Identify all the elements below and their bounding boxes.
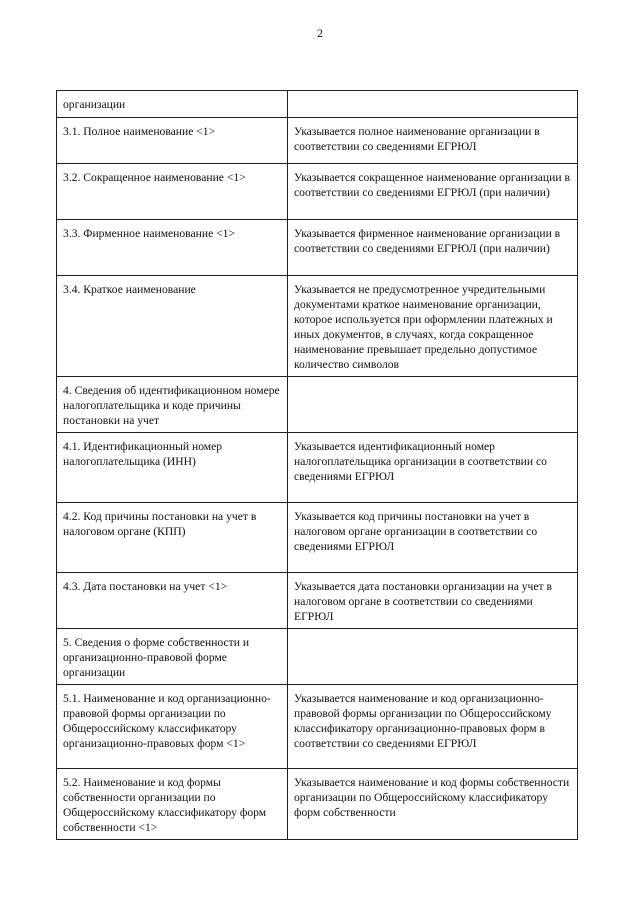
table-row [57,685,578,769]
table-row [57,503,578,573]
table-row [57,91,578,118]
table-row [57,164,578,220]
field-description-cell: Указывается сокращенное наименование организации в соответствии со сведениями ЕГРЮЛ (при наличии) [288,164,578,220]
field-name-cell: 3.2. Сокращенное наименование <1> [57,164,288,220]
field-name-cell: 3.4. Краткое наименование [57,276,288,377]
section-header-row [57,629,578,685]
field-name-cell: 5.1. Наименование и код организационно-правовой формы организации по Общероссийскому классификатору организационно-правовых форм <1> [57,685,288,769]
table-row [57,118,578,164]
table-row [57,769,578,840]
page-number: 2 [317,26,323,40]
field-description-cell: Указывается идентификационный номер налогоплательщика организации в соответствии со сведениями ЕГРЮЛ [288,433,578,503]
requirements-table [56,90,578,840]
table-row [57,220,578,276]
field-description-cell: Указывается код причины постановки на учет в налоговом органе организации в соответствии со сведениями ЕГРЮЛ [288,503,578,573]
table-row [57,433,578,503]
field-description-cell: Указывается не предусмотренное учредительными документами краткое наименование организации, которое используется при оформлении платежных и иных документов, в случаях, когда сокращенное наименование превышает предельно допустимое количество символов [288,276,578,377]
field-description-cell: Указывается фирменное наименование организации в соответствии со сведениями ЕГРЮЛ (при наличии) [288,220,578,276]
field-description-cell: Указывается дата постановки организации на учет в налоговом органе в соответствии со сведениями ЕГРЮЛ [288,573,578,629]
empty-cell [288,629,578,685]
table-row [57,276,578,377]
section-title-cell: 4. Сведения об идентификационном номере налогоплательщика и коде причины постановки на учет [57,377,288,433]
field-name-cell: 3.1. Полное наименование <1> [57,118,288,164]
field-description-cell [288,91,578,118]
field-description-cell: Указывается наименование и код организационно-правовой формы организации по Общероссийскому классификатору организационно-правовых форм в соответствии со сведениями ЕГРЮЛ [288,685,578,769]
empty-cell [288,377,578,433]
field-name-cell: организации [57,91,288,118]
field-description-cell: Указывается полное наименование организации в соответствии со сведениями ЕГРЮЛ [288,118,578,164]
table-row [57,573,578,629]
field-name-cell: 4.3. Дата постановки на учет <1> [57,573,288,629]
field-name-cell: 4.2. Код причины постановки на учет в налоговом органе (КПП) [57,503,288,573]
field-name-cell: 4.1. Идентификационный номер налогоплательщика (ИНН) [57,433,288,503]
field-description-cell: Указывается наименование и код формы собственности организации по Общероссийскому классификатору форм собственности [288,769,578,840]
field-name-cell: 5.2. Наименование и код формы собственности организации по Общероссийскому классификатору форм собственности <1> [57,769,288,840]
section-title-cell: 5. Сведения о форме собственности и организационно-правовой форме организации [57,629,288,685]
field-name-cell: 3.3. Фирменное наименование <1> [57,220,288,276]
section-header-row [57,377,578,433]
